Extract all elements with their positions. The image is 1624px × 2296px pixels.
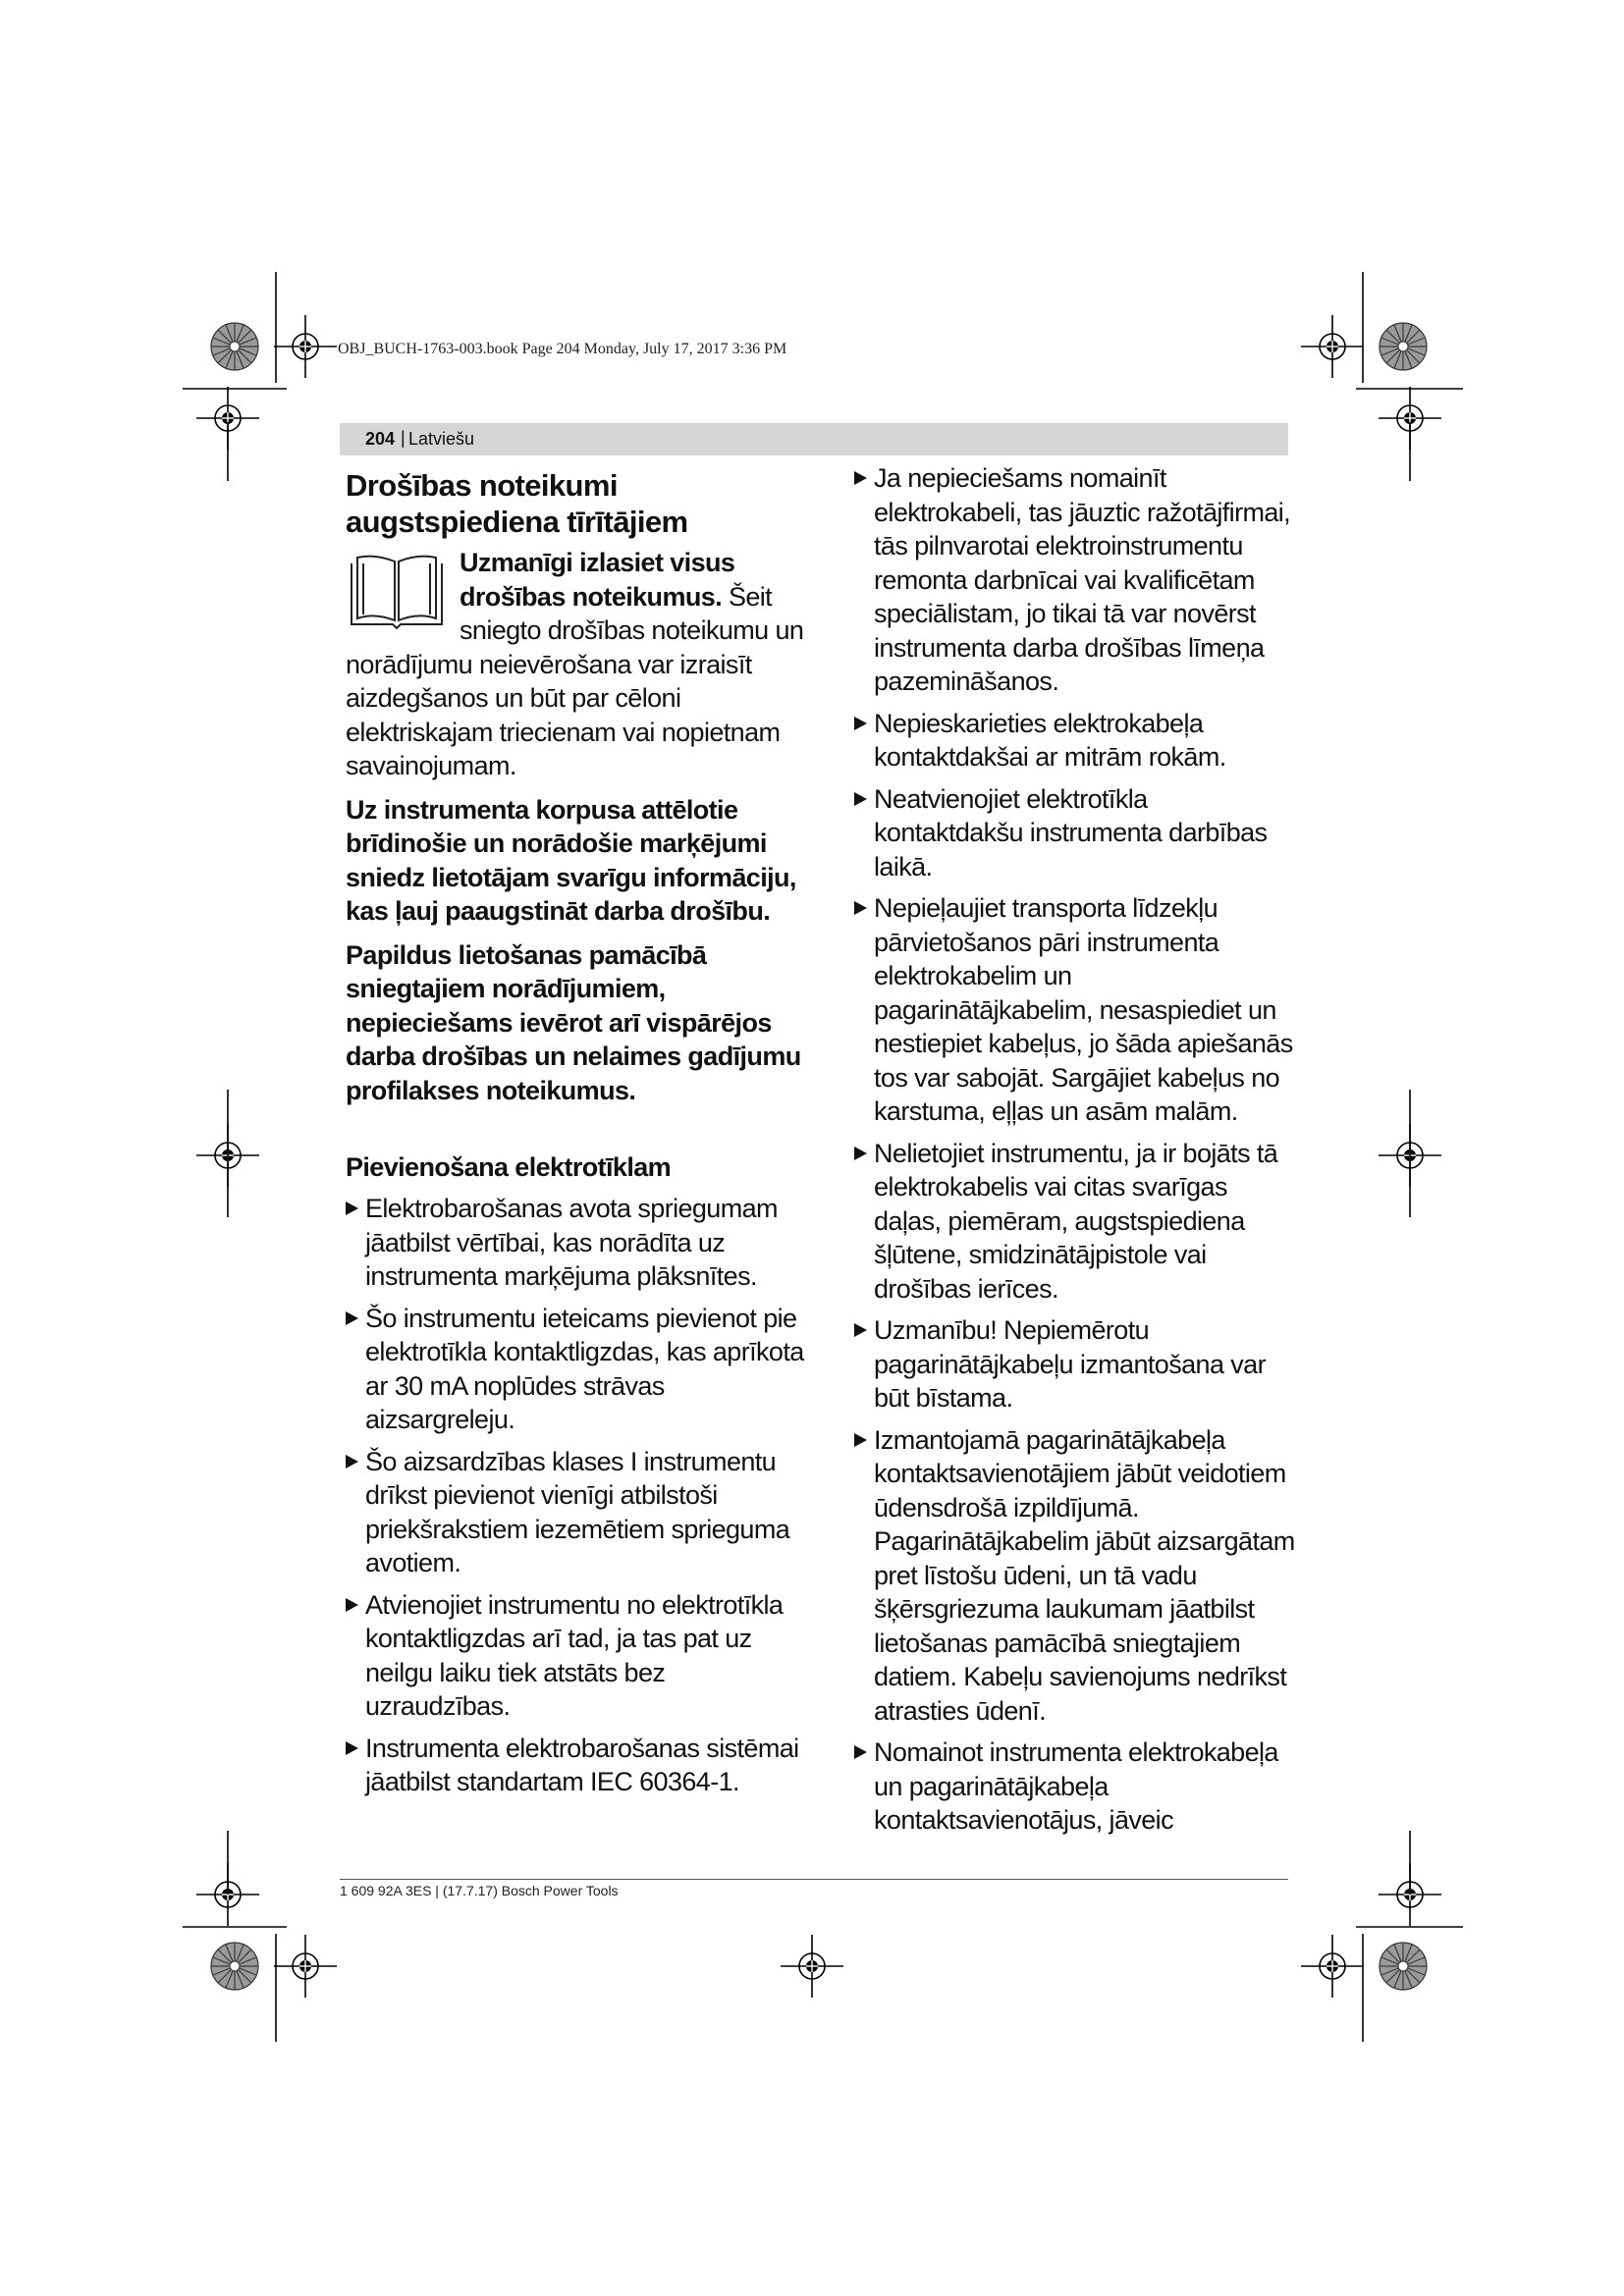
print-info-line: OBJ_BUCH-1763-003.book Page 204 Monday, July 17, 2017 3:36 PM bbox=[338, 341, 787, 357]
general-safety-paragraph: Papildus lietošanas pamācībā sniegtajiem norādījumiem, nepieciešams ievērot arī vispārējos darba drošības un nelaimes gadījumu profilakses noteikumus. bbox=[346, 939, 801, 1105]
list-item: Atvienojiet instrumentu no elektrotīkla kontaktligzdas arī tad, ja tas pat uz neilgu laiku tiek atstāts bez uzraudzības. bbox=[346, 1588, 807, 1724]
intro-paragraph bbox=[346, 546, 807, 783]
list-item: Nepieļaujiet transporta līdzekļu pārvietošanos pāri instrumenta elektrokabelim un pagarinātājkabelim, nesaspiediet un nestiepiet kabeļus, jo šāda apiešanās tos var sabojāt. Sargājiet kabeļus no karstuma, eļļas un asām malām. bbox=[854, 891, 1296, 1129]
title-line-1: Drošības noteikumi bbox=[346, 468, 618, 503]
triangle-right-icon bbox=[854, 1147, 867, 1160]
list-item: Instrumenta elektrobarošanas sistēmai jāatbilst standartam IEC 60364-1. bbox=[346, 1732, 807, 1799]
intro-body-text: Šeit sniegto drošības noteikumu un norādījumu neievērošana var izraisīt aizdegšanos un būt par cēloni elektriskajam triecienam vai nopietnam savainojumam. bbox=[346, 581, 804, 780]
list-item: Elektrobarošanas avota spriegumam jāatbilst vērtībai, kas norādīta uz instrumenta marķējuma plāksnītes. bbox=[346, 1192, 807, 1294]
triangle-right-icon bbox=[346, 1598, 358, 1612]
right-bullet-list bbox=[854, 461, 1296, 1838]
triangle-right-icon bbox=[854, 792, 867, 806]
section-title-power: Pievienošana elektrotīklam bbox=[346, 1152, 672, 1182]
left-column bbox=[346, 461, 807, 1807]
page-title bbox=[346, 467, 807, 540]
triangle-right-icon bbox=[854, 717, 867, 730]
right-column bbox=[854, 461, 1296, 1845]
list-item: Šo instrumentu ieteicams pievienot pie elektrotīkla kontaktligzdas, kas aprīkota ar 30 mA noplūdes strāvas aizsargreleju. bbox=[346, 1302, 807, 1437]
warning-labels-paragraph: Uz instrumenta korpusa attēlotie brīdinošie un norādošie marķējumi sniedz lietotājam svarīgu informāciju, kas ļauj paaugstināt darba drošību. bbox=[346, 794, 796, 926]
triangle-right-icon bbox=[854, 1323, 867, 1337]
title-line-2: augstspiediena tīrītājiem bbox=[346, 505, 688, 539]
footer-rule bbox=[340, 1879, 1288, 1880]
triangle-right-icon bbox=[854, 1745, 867, 1759]
header-separator: | bbox=[401, 428, 406, 448]
open-book-icon bbox=[346, 550, 448, 632]
triangle-right-icon bbox=[854, 901, 867, 915]
color-target-icon bbox=[1380, 1943, 1427, 1990]
list-item: Izmantojamā pagarinātājkabeļa kontaktsavienotājiem jābūt veidotiem ūdensdrošā izpildījumā. Pagarinātājkabelim jābūt aizsargātam pret līstošu ūdeni, un tā vadu šķērsgriezuma laukumam jāatbilst lietošanas pamācībā sniegtajiem datiem. Kabeļu savienojums nedrīkst atrasties ūdenī. bbox=[854, 1423, 1296, 1729]
header-language: Latviešu bbox=[408, 429, 475, 449]
page-header bbox=[340, 423, 1288, 455]
list-item: Neatvienojiet elektrotīkla kontaktdakšu instrumenta darbības laikā. bbox=[854, 782, 1296, 884]
list-item: Šo aizsardzības klases I instrumentu drīkst pievienot vienīgi atbilstoši priekšrakstiem iezemētiem sprieguma avotiem. bbox=[346, 1445, 807, 1580]
crosshair-icon bbox=[274, 315, 337, 378]
list-item: Nelietojiet instrumentu, ja ir bojāts tā elektrokabelis vai citas svarīgas daļas, piemēram, augstspiediena šļūtene, smidzinātājpistole vai drošības ierīces. bbox=[854, 1137, 1296, 1307]
list-item: Ja nepieciešams nomainīt elektrokabeli, tas jāuztic ražotājfirmai, tās pilnvarotai elektroinstrumentu remonta darbnīcai vai kvalificētam speciālistam, jo tikai tā var novērst instrumenta darba drošības līmeņa pazemināšanos. bbox=[854, 461, 1296, 699]
left-bullet-list bbox=[346, 1192, 807, 1799]
triangle-right-icon bbox=[854, 471, 867, 485]
triangle-right-icon bbox=[346, 1311, 358, 1325]
triangle-right-icon bbox=[346, 1455, 358, 1468]
triangle-right-icon bbox=[854, 1433, 867, 1447]
list-item: Nepieskarieties elektrokabeļa kontaktdakšai ar mitrām rokām. bbox=[854, 707, 1296, 774]
page-number: 204 bbox=[365, 429, 396, 449]
list-item: Nomainot instrumenta elektrokabeļa un pagarinātājkabeļa kontaktsavienotājus, jāveic bbox=[854, 1735, 1296, 1838]
triangle-right-icon bbox=[346, 1201, 358, 1215]
triangle-right-icon bbox=[346, 1741, 358, 1755]
list-item: Uzmanību! Nepiemērotu pagarinātājkabeļu izmantošana var būt bīstama. bbox=[854, 1313, 1296, 1415]
footer-text: 1 609 92A 3ES | (17.7.17) Bosch Power Tools bbox=[340, 1883, 619, 1898]
intro-bold-text: Uzmanīgi izlasiet visus drošības noteikumus. bbox=[460, 548, 735, 612]
